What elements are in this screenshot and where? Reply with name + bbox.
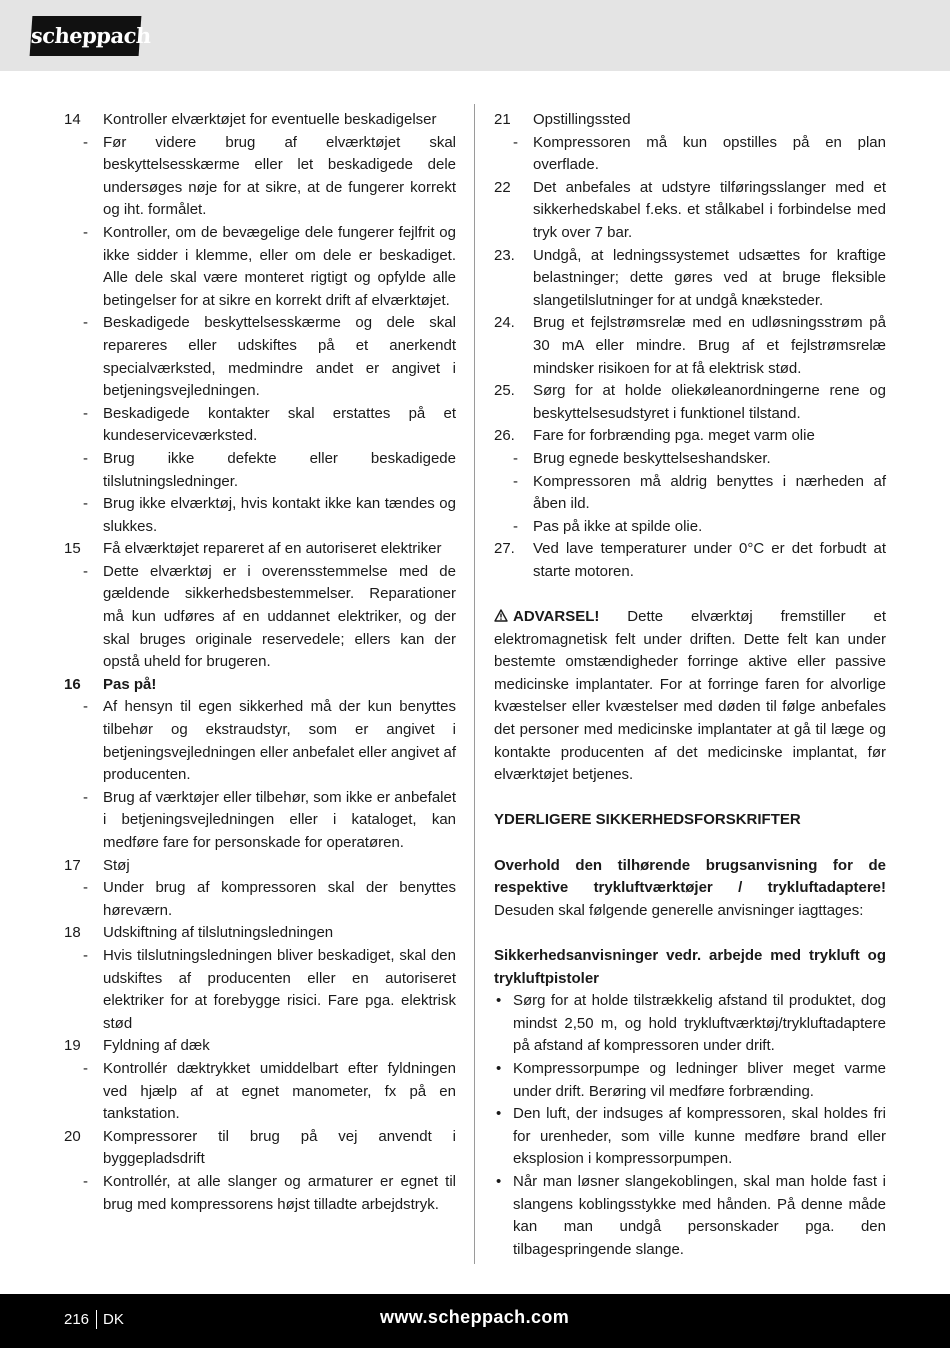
sub-bullet-text: Dette elværktøj er i overensstemmelse med de gældende sikkerhedsbestemmelser. Reparationer må kun udføres af en uddannet elektriker, og der skal bruges originale reservedele; ellers kan der opstå uheld for brugeren. [103, 562, 456, 671]
sub-bullet-text: Kompressoren må kun opstilles på en plan overflade. [533, 133, 886, 174]
numbered-item [494, 312, 886, 380]
sub-bullet [494, 132, 886, 177]
item-number: 24. [494, 314, 515, 332]
item-heading: Fyldning af dæk [103, 1037, 210, 1055]
numbered-item [494, 380, 886, 425]
item-number: 21 [494, 111, 511, 128]
item-number: 25. [494, 382, 515, 400]
item-heading: Undgå, at ledningssystemet udsættes for kraftige belastninger; dette gøres ved at bruge fleksible slangetilslutninger for at undgå knæksteder. [533, 246, 886, 309]
sub-bullet [494, 471, 886, 516]
sub-bullet-text: Kontroller, om de bevægelige dele fungerer fejlfrit og ikke sidder i klemme, eller om dele er beskadiget. Alle dele skal være monteret rigtigt og opfylde alle betingelser for at sikre en korrekt drift af elværktøjet. [103, 223, 456, 309]
numbered-item [64, 109, 456, 132]
dash-marker: - [83, 404, 88, 422]
safety-bullet-text: Den luft, der indsuges af kompressoren, skal holdes fri for urenheder, som ville kunne medføre brand eller eksplosion i kompressorpumpen. [513, 1105, 886, 1168]
safety-bullet [494, 1171, 886, 1261]
sub-bullet-text: Kompressoren må aldrig benyttes i nærheden af åben ild. [533, 472, 886, 513]
numbered-item [494, 109, 886, 132]
dash-marker: - [83, 495, 88, 513]
numbered-list [494, 109, 886, 583]
dash-marker: - [83, 1059, 88, 1077]
item-heading: Støj [103, 856, 130, 874]
numbered-item [494, 425, 886, 448]
safety-bullet [494, 1103, 886, 1171]
numbered-item [494, 177, 886, 245]
dash-marker: - [83, 1172, 88, 1190]
item-number: 17 [64, 856, 81, 874]
item-number: 23. [494, 246, 515, 264]
sub-bullet [64, 312, 456, 402]
bullet-marker: • [496, 1059, 502, 1077]
dash-marker: - [513, 449, 518, 467]
footer-separator [96, 1310, 97, 1329]
sub-bullet [64, 448, 456, 493]
warning-paragraph [494, 606, 886, 787]
item-heading: Det anbefales at udstyre tilføringsslanger med et sikkerhedskabel f.eks. et stålkabel i forbindelse med tryk over 7 bar. [533, 178, 886, 241]
column-divider [474, 104, 475, 1264]
item-heading: Få elværktøjet repareret af en autoriseret elektriker [103, 540, 442, 558]
warning-label: ADVARSEL! [513, 608, 600, 626]
sub-bullet [64, 787, 456, 855]
item-heading: Pas på! [103, 675, 157, 693]
safety-bullet-list [494, 990, 886, 1261]
dash-marker: - [83, 133, 88, 151]
dash-marker: - [83, 314, 88, 332]
dash-marker: - [83, 223, 88, 241]
intro-bold: Overhold den tilhørende brugsanvisning for de respektive trykluftværktøjer / trykluftadaptere! [494, 856, 886, 897]
website-url: www.scheppach.com [380, 1307, 570, 1327]
sub-bullet-text: Brug ikke defekte eller beskadigede tilslutningsledninger. [103, 449, 456, 490]
item-heading: Brug et fejlstrømsrelæ med en udløsningsstrøm på 30 mA eller mindre. Brug af et fejlstrømsrelæ mindsker risikoen for at få elektrisk stød. [533, 314, 886, 377]
sub-bullet-text: Brug af værktøjer eller tilbehør, som ikke er anbefalet i betjeningsvejledningen eller i kataloget, kan medføre fare for personskade for operatøren. [103, 788, 456, 851]
numbered-item [64, 674, 456, 697]
dash-marker: - [513, 133, 518, 151]
dash-marker: - [83, 698, 88, 716]
safety-bullet-text: Kompressorpumpe og ledninger bliver meget varme under drift. Berøring vil medføre forbrænding. [513, 1059, 886, 1100]
item-heading: Fare for forbrænding pga. meget varm olie [533, 427, 815, 445]
dash-marker: - [83, 946, 88, 964]
warning-text: Dette elværktøj fremstiller et elektromagnetisk felt under driften. Dette felt kan under bestemte omstændigheder forringe aktive eller passive medicinske implantater. For at forringe faren for alvorlige kvæstelser eller kvæstelser med døden til følge anbefales det personer med medicinske implantater at gå til læge og kontakte producenten af det medicinske implantat, før elværktøjet betjenes. [494, 608, 886, 784]
safety-bullet [494, 1058, 886, 1103]
numbered-item [494, 245, 886, 313]
item-heading: Kontroller elværktøjet for eventuelle beskadigelser [103, 111, 437, 128]
dash-marker: - [83, 788, 88, 806]
sub-bullet [64, 945, 456, 1035]
bullet-marker: • [496, 992, 502, 1010]
sub-bullet [64, 132, 456, 222]
item-number: 22 [494, 178, 511, 196]
sub-bullet-text: Kontrollér dæktrykket umiddelbart efter fyldningen ved hjælp af at egnet manometer, fx på en tankstation. [103, 1059, 456, 1123]
numbered-item [64, 538, 456, 561]
sub-bullet-text: Brug egnede beskyttelseshandsker. [533, 449, 771, 467]
sub-bullet [64, 696, 456, 786]
sub-bullet-text: Beskadigede kontakter skal erstattes på et kundeserviceværksted. [103, 404, 456, 445]
item-heading: Opstillingssted [533, 111, 631, 128]
sub-bullet-text: Af hensyn til egen sikkerhed må der kun benyttes tilbehør og ekstraudstyr, som er angivet i betjeningsvejledningen eller anbefalet eller angivet af producenten. [103, 698, 456, 784]
sub-bullet [494, 448, 886, 471]
warning-triangle-icon [494, 609, 508, 622]
footer [0, 1294, 950, 1348]
sub-bullet-text: Hvis tilslutningsledningen bliver beskadiget, skal den udskiftes af producenten eller en autoriseret elektriker for at forebygge risici. Fare pga. elektrisk stød [103, 946, 456, 1032]
item-heading: Sørg for at holde oliekøleanordningerne rene og beskyttelsesudstyret i funktionel tilstand. [533, 382, 886, 422]
sub-bullet [64, 877, 456, 922]
right-column [494, 109, 886, 1261]
sub-bullet-text: Kontrollér, at alle slanger og armaturer er egnet til brug med kompressorens højst tilladte arbejdstryk. [103, 1172, 456, 1213]
sub-bullet-text: Under brug af kompressoren skal der benyttes høreværn. [103, 879, 456, 919]
item-number: 16 [64, 675, 81, 693]
item-heading: Kompressorer til brug på vej anvendt i byggepladsdrift [103, 1127, 456, 1168]
dash-marker: - [513, 472, 518, 490]
intro-paragraph [494, 855, 886, 923]
numbered-item [64, 1035, 456, 1058]
sub-bullet [64, 561, 456, 674]
numbered-item [64, 855, 456, 878]
item-number: 18 [64, 924, 81, 942]
sub-bullet-text: Pas på ikke at spilde olie. [533, 517, 703, 535]
safety-bullet [494, 990, 886, 1058]
bullet-marker: • [496, 1105, 502, 1123]
sub-heading: Sikkerhedsanvisninger vedr. arbejde med trykluft og trykluftpistoler [494, 946, 886, 987]
sub-bullet [494, 516, 886, 539]
sub-bullet [64, 1058, 456, 1126]
sub-bullet [64, 403, 456, 448]
item-number: 27. [494, 540, 515, 558]
dash-marker: - [513, 517, 518, 535]
page-number: 216 [64, 1311, 90, 1328]
numbered-item [64, 1126, 456, 1171]
item-number: 15 [64, 540, 81, 558]
sub-bullet [64, 1171, 456, 1216]
intro-rest: Desuden skal følgende generelle anvisninger iagttages: [494, 901, 864, 919]
sub-bullet [64, 222, 456, 312]
sub-bullet-text: Beskadigede beskyttelsesskærme og dele skal repareres eller udskiftes på et anerkendt specialværksted, medmindre andet er angivet i betjeningsvejledningen. [103, 314, 456, 400]
numbered-item [64, 922, 456, 945]
sub-bullet [64, 493, 456, 538]
sub-bullet-text: Brug ikke elværktøj, hvis kontakt ikke kan tændes og slukkes. [103, 495, 456, 535]
item-heading: Udskiftning af tilslutningsledningen [103, 924, 334, 942]
numbered-item [494, 538, 886, 583]
brand-logo: scheppach [30, 16, 142, 56]
item-number: 20 [64, 1127, 81, 1145]
dash-marker: - [83, 449, 88, 467]
left-column [64, 109, 456, 1216]
sub-bullet-text: Før videre brug af elværktøjet skal beskyttelsesskærme eller let beskadigede dele undersøges nøje for at sikre, at de fungerer korrekt og iht. formålet. [103, 133, 456, 219]
safety-bullet-text: Når man løsner slangekoblingen, skal man holde fast i slangens koblingsstykke med hånden. På denne måde kan man undgå personskader pga. den tilbagespringende slange. [513, 1172, 886, 1258]
item-heading: Ved lave temperaturer under 0°C er det forbudt at starte motoren. [533, 540, 886, 580]
dash-marker: - [83, 562, 88, 580]
header-band [0, 0, 950, 71]
safety-bullet-text: Sørg for at holde tilstrækkelig afstand til produktet, dog mindst 2,50 m, og hold trykluftværktøj/trykluftadaptere på afstand af kompressoren under drift. [513, 992, 886, 1055]
bullet-marker: • [496, 1172, 502, 1190]
item-number: 26. [494, 427, 515, 445]
item-number: 14 [64, 111, 81, 128]
item-number: 19 [64, 1037, 81, 1055]
language-code: DK [103, 1311, 124, 1328]
section-heading: YDERLIGERE SIKKERHEDSFORSKRIFTER [494, 811, 801, 829]
dash-marker: - [83, 879, 88, 897]
